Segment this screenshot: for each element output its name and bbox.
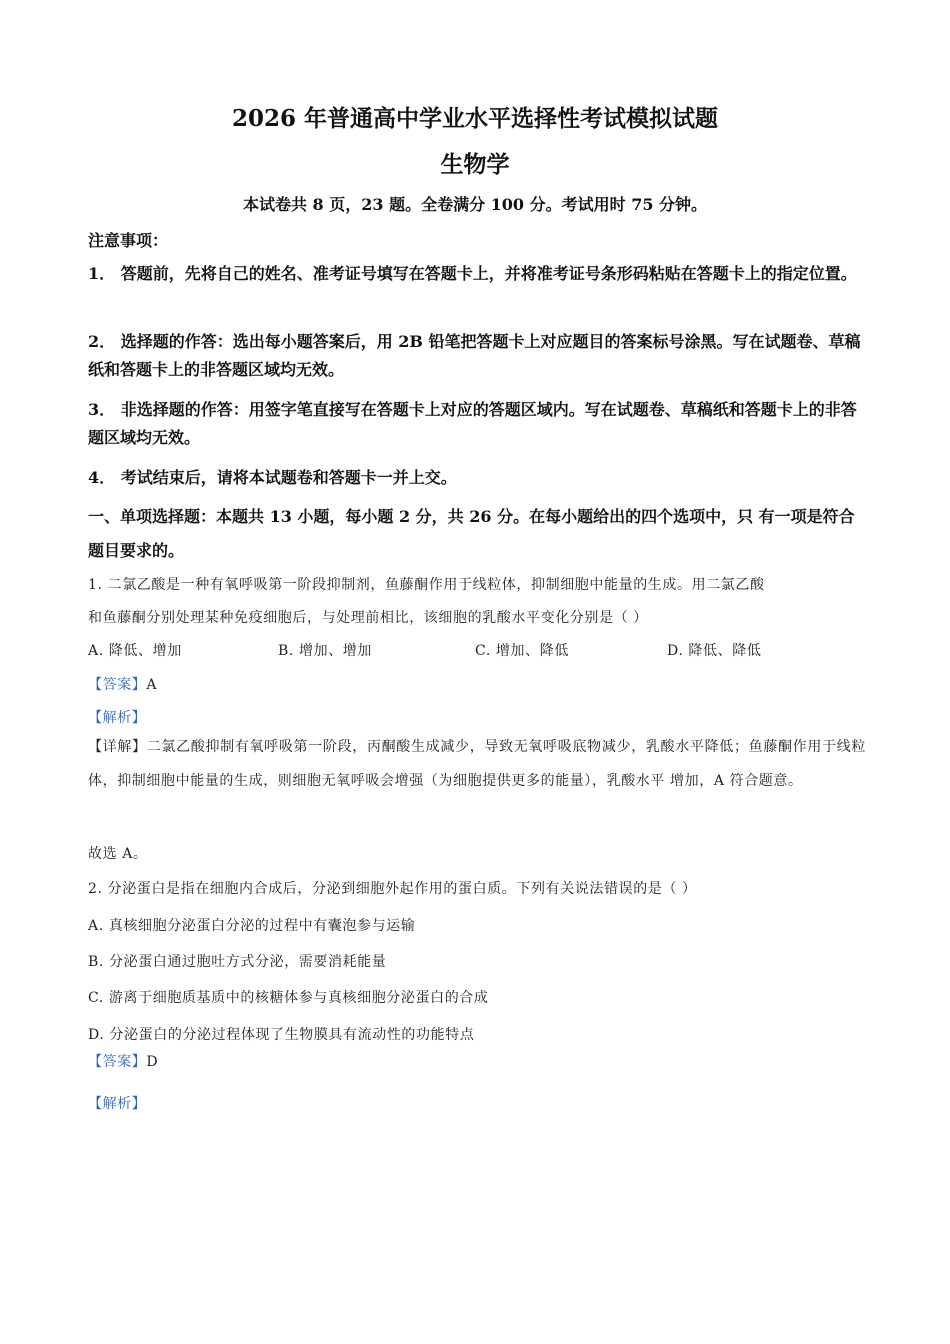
answer-tag: 【答案】 xyxy=(88,677,147,693)
q2-option-a: A. 真核细胞分泌蛋白分泌的过程中有囊泡参与运输 xyxy=(88,918,416,934)
q2-answer xyxy=(88,1051,158,1071)
answer-tag: 【答案】 xyxy=(88,1054,147,1070)
exam-title: 2026 年普通高中学业水平选择性考试模拟试题 xyxy=(231,105,719,132)
q2-analysis xyxy=(88,1093,146,1113)
subject-title: 生物学 xyxy=(440,151,510,178)
notice-item-2: 2． 选择题的作答：选出每小题答案后，用 2B 铅笔把答题卡上对应题目的答案标号涂黑。写在试题卷、草稿纸和答题卡上的非答题区域均无效。 xyxy=(88,332,861,379)
q1-option-a: A. 降低、增加 xyxy=(88,643,182,659)
q1-answer-value: A xyxy=(146,677,158,693)
q1-stem-line-1: 1. 二氯乙酸是一种有氧呼吸第一阶段抑制剂，鱼藤酮作用于线粒体，抑制细胞中能量的生成。用二氯乙酸 xyxy=(88,577,765,593)
q1-detail xyxy=(88,730,866,798)
q2-option-d: D. 分泌蛋白的分泌过程体现了生物膜具有流动性的功能特点 xyxy=(88,1027,475,1043)
q1-stem-line-2: 和鱼藤酮分别处理某种免疫细胞后，与处理前相比，该细胞的乳酸水平变化分别是（ ） xyxy=(88,610,648,626)
notice-item-3: 3． 非选择题的作答：用签字笔直接写在答题卡上对应的答题区域内。写在试题卷、草稿纸和答题卡上的非答题区域均无效。 xyxy=(88,400,857,447)
q2-option-b: B. 分泌蛋白通过胞吐方式分泌，需要消耗能量 xyxy=(88,954,387,970)
q2-option-c: C. 游离于细胞质基质中的核糖体参与真核细胞分泌蛋白的合成 xyxy=(88,990,489,1006)
q1-detail-text: 二氯乙酸抑制有氧呼吸第一阶段，丙酮酸生成减少，导致无氧呼吸底物减少，乳酸水平降低；鱼藤酮作用于线粒体，抑制细胞中能量的生成，则细胞无氧呼吸会增强（为细胞提供更多的能量），乳酸水平 增加，A 符合题意。 xyxy=(88,739,866,789)
notice-heading: 注意事项： xyxy=(88,231,169,250)
section-heading: 一、单项选择题：本题共 13 小题，每小题 2 分，共 26 分。在每小题给出的四个选项中，只 有一项是符合题目要求的。 xyxy=(88,507,855,560)
notice-item-1: 1． 答题前，先将自己的姓名、准考证号填写在答题卡上，并将准考证号条形码粘贴在答题卡上的指定位置。 xyxy=(88,264,857,283)
q1-answer xyxy=(88,674,157,694)
q1-option-b: B. 增加、增加 xyxy=(278,643,372,659)
analysis-tag: 【解析】 xyxy=(88,1096,147,1112)
q1-analysis xyxy=(88,707,146,727)
q1-option-d: D. 降低、降低 xyxy=(667,643,762,659)
q2-stem: 2. 分泌蛋白是指在细胞内合成后，分泌到细胞外起作用的蛋白质。下列有关说法错误的是（ ） xyxy=(88,881,697,897)
q1-option-c: C. 增加、降低 xyxy=(475,643,569,659)
q2-answer-value: D xyxy=(146,1054,159,1070)
analysis-tag: 【解析】 xyxy=(88,710,147,726)
q1-conclusion: 故选 A。 xyxy=(88,846,148,862)
notice-item-4: 4． 考试结束后，请将本试题卷和答题卡一并上交。 xyxy=(88,468,457,487)
detail-tag: 【详解】 xyxy=(88,739,147,755)
q1-options xyxy=(88,640,868,660)
exam-info: 本试卷共 8 页，23 题。全卷满分 100 分。考试用时 75 分钟。 xyxy=(242,195,708,214)
